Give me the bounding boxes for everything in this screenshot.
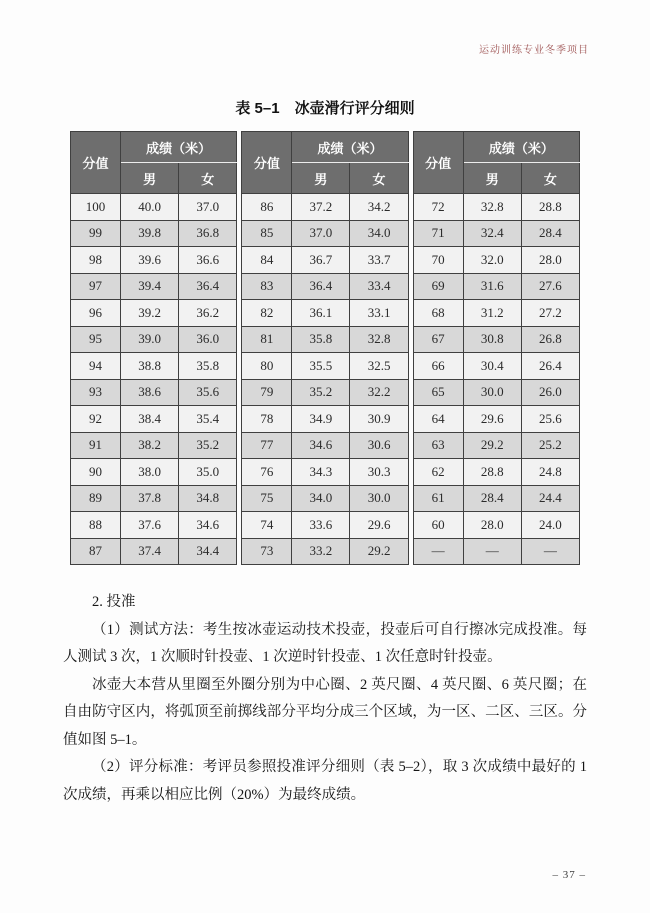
score-cell: 90: [71, 459, 121, 486]
female-result-cell: 29.2: [350, 538, 408, 565]
score-cell: 68: [413, 300, 463, 327]
female-result-cell: 29.6: [350, 512, 408, 539]
table-row: [413, 406, 579, 433]
female-result-cell: 30.6: [350, 432, 408, 459]
score-cell: 99: [71, 220, 121, 247]
table-row: [71, 538, 237, 565]
female-result-cell: 32.2: [350, 379, 408, 406]
score-cell: 71: [413, 220, 463, 247]
score-cell: 92: [71, 406, 121, 433]
male-result-cell: 28.4: [463, 485, 521, 512]
score-cell: 98: [71, 247, 121, 274]
table-row: [413, 512, 579, 539]
female-result-cell: 34.8: [179, 485, 237, 512]
female-result-cell: 26.0: [521, 379, 579, 406]
paragraph-test-method: （1）测试方法：考生按冰壶运动技术投壶，投壶后可自行擦冰完成投准。每人测试 3 次，1 次顺时针投壶、1 次逆时针投壶、1 次任意时针投壶。: [63, 621, 587, 665]
table-row: [242, 247, 408, 274]
table-row: [71, 485, 237, 512]
table-row: [413, 300, 579, 327]
male-result-cell: 39.0: [121, 326, 179, 353]
male-result-cell: 28.0: [463, 512, 521, 539]
table-row: [71, 379, 237, 406]
table-row: [413, 273, 579, 300]
table-row: [413, 459, 579, 486]
female-result-cell: 28.0: [521, 247, 579, 274]
female-result-cell: 24.0: [521, 512, 579, 539]
male-result-cell: 38.0: [121, 459, 179, 486]
female-result-cell: 35.6: [179, 379, 237, 406]
table-row: [71, 247, 237, 274]
male-result-cell: 39.6: [121, 247, 179, 274]
score-cell: 67: [413, 326, 463, 353]
paragraph-zones: 冰壶大本营从里圈至外圈分别为中心圈、2 英尺圈、4 英尺圈、6 英尺圈；在自由防守区内，将弧顶至前掷线部分平均分成三个区域，为一区、二区、三区。分值如图 5–1。: [63, 676, 587, 748]
female-result-cell: 30.0: [350, 485, 408, 512]
male-result-cell: 39.4: [121, 273, 179, 300]
female-result-cell: 32.8: [350, 326, 408, 353]
table-row: [71, 300, 237, 327]
table-row: [242, 538, 408, 565]
score-cell: 93: [71, 379, 121, 406]
header-male: 男: [121, 163, 179, 194]
score-cell: 62: [413, 459, 463, 486]
score-cell: 97: [71, 273, 121, 300]
score-cell: 65: [413, 379, 463, 406]
score-cell: 100: [71, 194, 121, 221]
table-row: [413, 485, 579, 512]
female-result-cell: 27.6: [521, 273, 579, 300]
female-result-cell: 28.4: [521, 220, 579, 247]
table-row: [71, 273, 237, 300]
female-result-cell: 33.4: [350, 273, 408, 300]
male-result-cell: 36.7: [292, 247, 350, 274]
score-cell: 74: [242, 512, 292, 539]
score-tables-container: [70, 131, 580, 565]
male-result-cell: 30.0: [463, 379, 521, 406]
table-row: [242, 194, 408, 221]
female-result-cell: 32.5: [350, 353, 408, 380]
table-row: [71, 353, 237, 380]
score-cell: 77: [242, 432, 292, 459]
score-cell: 60: [413, 512, 463, 539]
table-row: [242, 220, 408, 247]
score-table-group-3: [413, 131, 580, 565]
male-result-cell: 34.0: [292, 485, 350, 512]
score-cell: 78: [242, 406, 292, 433]
header-result: 成绩（米）: [121, 132, 237, 163]
score-cell: 87: [71, 538, 121, 565]
table-row: [413, 220, 579, 247]
female-result-cell: 24.8: [521, 459, 579, 486]
male-result-cell: 35.5: [292, 353, 350, 380]
male-result-cell: 37.2: [292, 194, 350, 221]
score-cell: 75: [242, 485, 292, 512]
male-result-cell: 36.4: [292, 273, 350, 300]
table-row: [71, 512, 237, 539]
table-row: [242, 379, 408, 406]
male-result-cell: 34.9: [292, 406, 350, 433]
female-result-cell: 34.2: [350, 194, 408, 221]
female-result-cell: 35.8: [179, 353, 237, 380]
table-header: [71, 132, 237, 194]
table-row: [242, 406, 408, 433]
header-result: 成绩（米）: [292, 132, 408, 163]
male-result-cell: 35.8: [292, 326, 350, 353]
header-score: 分值: [71, 132, 121, 194]
score-cell: 89: [71, 485, 121, 512]
male-result-cell: 39.2: [121, 300, 179, 327]
male-result-cell: 37.0: [292, 220, 350, 247]
male-result-cell: 38.2: [121, 432, 179, 459]
header-female: 女: [350, 163, 408, 194]
male-result-cell: 34.6: [292, 432, 350, 459]
score-cell: 91: [71, 432, 121, 459]
male-result-cell: 37.6: [121, 512, 179, 539]
female-result-cell: 24.4: [521, 485, 579, 512]
body-text: [63, 589, 587, 809]
score-cell: 85: [242, 220, 292, 247]
male-result-cell: 35.2: [292, 379, 350, 406]
score-cell: 88: [71, 512, 121, 539]
female-result-cell: 36.0: [179, 326, 237, 353]
score-cell: 66: [413, 353, 463, 380]
score-cell: 64: [413, 406, 463, 433]
table-row: [71, 406, 237, 433]
score-cell: 73: [242, 538, 292, 565]
header-female: 女: [521, 163, 579, 194]
page-number: – 37 –: [552, 869, 586, 881]
female-result-cell: 36.6: [179, 247, 237, 274]
female-result-cell: 34.0: [350, 220, 408, 247]
table-header: [413, 132, 579, 194]
score-cell: 84: [242, 247, 292, 274]
female-result-cell: 30.3: [350, 459, 408, 486]
table-body: [242, 194, 408, 565]
male-result-cell: 36.1: [292, 300, 350, 327]
table-row: [242, 273, 408, 300]
table-row: [71, 194, 237, 221]
female-result-cell: 35.2: [179, 432, 237, 459]
table-row: [242, 326, 408, 353]
female-result-cell: 36.4: [179, 273, 237, 300]
female-result-cell: 27.2: [521, 300, 579, 327]
header-score: 分值: [242, 132, 292, 194]
score-cell: 63: [413, 432, 463, 459]
male-result-cell: 32.0: [463, 247, 521, 274]
table-row: [242, 512, 408, 539]
female-result-cell: 34.6: [179, 512, 237, 539]
male-result-cell: 31.6: [463, 273, 521, 300]
female-result-cell: 25.6: [521, 406, 579, 433]
male-result-cell: 33.6: [292, 512, 350, 539]
table-row: [242, 432, 408, 459]
header-female: 女: [179, 163, 237, 194]
female-result-cell: 28.8: [521, 194, 579, 221]
female-result-cell: —: [521, 538, 579, 565]
male-result-cell: 34.3: [292, 459, 350, 486]
table-row: [242, 485, 408, 512]
header-male: 男: [292, 163, 350, 194]
score-table-group-1: [70, 131, 237, 565]
male-result-cell: 38.6: [121, 379, 179, 406]
female-result-cell: 26.8: [521, 326, 579, 353]
female-result-cell: 36.2: [179, 300, 237, 327]
table-row: [413, 353, 579, 380]
score-cell: 95: [71, 326, 121, 353]
male-result-cell: 39.8: [121, 220, 179, 247]
score-cell: 94: [71, 353, 121, 380]
score-cell: 69: [413, 273, 463, 300]
table-row: [413, 247, 579, 274]
table-row: [71, 220, 237, 247]
score-cell: 70: [413, 247, 463, 274]
table-row: [242, 353, 408, 380]
table-row: [242, 459, 408, 486]
male-result-cell: 33.2: [292, 538, 350, 565]
female-result-cell: 37.0: [179, 194, 237, 221]
header-score: 分值: [413, 132, 463, 194]
paragraph-section-heading: 2. 投准: [92, 594, 136, 610]
score-cell: 80: [242, 353, 292, 380]
table-row: [413, 538, 579, 565]
table-row: [71, 432, 237, 459]
table-row: [413, 194, 579, 221]
table-row: [413, 326, 579, 353]
female-result-cell: 34.4: [179, 538, 237, 565]
score-cell: 61: [413, 485, 463, 512]
score-cell: 86: [242, 194, 292, 221]
male-result-cell: 38.4: [121, 406, 179, 433]
score-cell: 79: [242, 379, 292, 406]
running-header-right: 运动训练专业冬季项目: [479, 45, 589, 56]
table-body: [413, 194, 579, 565]
male-result-cell: 37.8: [121, 485, 179, 512]
score-cell: —: [413, 538, 463, 565]
male-result-cell: 29.2: [463, 432, 521, 459]
male-result-cell: 31.2: [463, 300, 521, 327]
female-result-cell: 30.9: [350, 406, 408, 433]
female-result-cell: 25.2: [521, 432, 579, 459]
female-result-cell: 36.8: [179, 220, 237, 247]
score-cell: 82: [242, 300, 292, 327]
score-cell: 96: [71, 300, 121, 327]
header-male: 男: [463, 163, 521, 194]
table-row: [242, 300, 408, 327]
female-result-cell: 35.0: [179, 459, 237, 486]
female-result-cell: 33.7: [350, 247, 408, 274]
score-cell: 81: [242, 326, 292, 353]
table-title: 表 5–1 冰壶滑行评分细则: [235, 100, 415, 117]
score-table-group-2: [241, 131, 408, 565]
male-result-cell: —: [463, 538, 521, 565]
male-result-cell: 38.8: [121, 353, 179, 380]
female-result-cell: 33.1: [350, 300, 408, 327]
male-result-cell: 30.8: [463, 326, 521, 353]
table-row: [413, 432, 579, 459]
female-result-cell: 26.4: [521, 353, 579, 380]
table-row: [413, 379, 579, 406]
female-result-cell: 35.4: [179, 406, 237, 433]
male-result-cell: 30.4: [463, 353, 521, 380]
table-header: [242, 132, 408, 194]
table-row: [71, 326, 237, 353]
male-result-cell: 40.0: [121, 194, 179, 221]
score-cell: 76: [242, 459, 292, 486]
header-result: 成绩（米）: [463, 132, 579, 163]
male-result-cell: 37.4: [121, 538, 179, 565]
score-cell: 72: [413, 194, 463, 221]
male-result-cell: 32.8: [463, 194, 521, 221]
paragraph-scoring-standard: （2）评分标准：考评员参照投准评分细则（表 5–2），取 3 次成绩中最好的 1 次成绩，再乘以相应比例（20%）为最终成绩。: [63, 759, 587, 803]
table-body: [71, 194, 237, 565]
male-result-cell: 32.4: [463, 220, 521, 247]
score-cell: 83: [242, 273, 292, 300]
table-row: [71, 459, 237, 486]
male-result-cell: 28.8: [463, 459, 521, 486]
male-result-cell: 29.6: [463, 406, 521, 433]
